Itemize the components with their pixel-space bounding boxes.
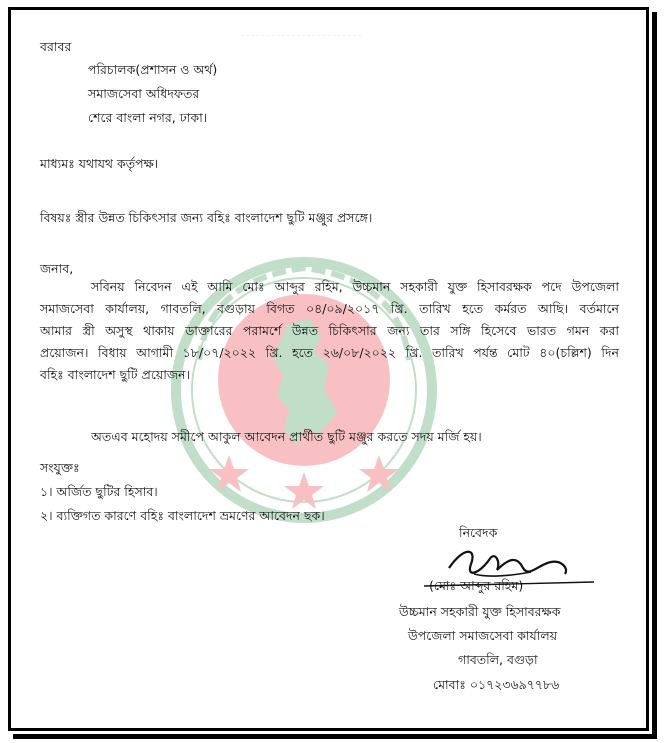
body-line-4: প্রয়োজন। বিধায় আগামী ১৮/০৭/২০২২ খ্রি. হতে ২৬/০৮/২০২২ খ্রি. তারিখ পর্যন্ত মোট ৪০(চল্লিশ) দিন bbox=[40, 345, 619, 360]
signature-label: নিবেদক bbox=[459, 525, 498, 540]
signer-location: গাবতলি, বগুড়া bbox=[458, 652, 538, 667]
body-line-2: সমাজসেবা কার্যালয়, গাবতলি, বগুড়ায় বিগত ০৪/০৯/২০১৭ খ্রি. তারিখ হতে কর্মরত আছি। বর্তমানে bbox=[40, 301, 619, 316]
attachment-item: ২। ব্যক্তিগত কারণে বহিঃ বাংলাদেশ ভ্রমণের আবেদন ছক। bbox=[40, 508, 325, 523]
signer-office: উপজেলা সমাজসেবা কার্যালয় bbox=[408, 628, 558, 643]
page-shadow-bottom bbox=[13, 734, 657, 739]
attachment-item: ১। অর্জিত ছুটির হিসাব। bbox=[40, 484, 158, 499]
recipient-department: সমাজসেবা অধিদফতর bbox=[88, 86, 200, 101]
letter-page bbox=[8, 7, 649, 731]
body-line-5: বহিঃ বাংলাদেশ ছুটি প্রয়োজন। bbox=[40, 367, 190, 382]
signer-title: উচ্চমান সহকারী যুক্ত হিসাবরক্ষক bbox=[399, 604, 561, 619]
recipient-designation: পরিচালক(প্রশাসন ও অর্থ) bbox=[88, 62, 218, 77]
signer-name: (মোঃ আব্দুর রহিম) bbox=[429, 578, 524, 593]
signer-mobile: মোবাঃ ০১৭২৩৬৯৭৭৮৬ bbox=[433, 677, 560, 692]
body-line-1: সবিনয় নিবেদন এই আমি মোঃ আব্দুর রহিম, উচ্চমান সহকারী যুক্ত হিসাবরক্ষক পদে উপজেলা bbox=[91, 279, 619, 294]
via-line: মাধ্যমঃ যথাযথ কর্তৃপক্ষ। bbox=[40, 156, 159, 171]
subject-line: বিষয়ঃ স্ত্রীর উন্নত চিকিৎসার জন্য বহিঃ বাংলাদেশ ছুটি মঞ্জুর প্রসঙ্গে। bbox=[40, 210, 373, 225]
recipient-address: শেরে বাংলা নগর, ঢাকা। bbox=[88, 110, 208, 125]
bleed-through-marks bbox=[241, 35, 361, 146]
salutation: বরাবর bbox=[40, 39, 72, 54]
attachments-heading: সংযুক্তঃ bbox=[40, 460, 80, 475]
page-shadow-right bbox=[652, 12, 657, 736]
greeting: জনাব, bbox=[40, 261, 74, 276]
closing-request: অতএব মহোদয় সমীপে আকুল আবেদন প্রার্থীত ছুটি মঞ্জুর করতে সদয় মর্জি হয়। bbox=[91, 429, 482, 444]
body-line-3: আমার স্ত্রী অসুস্থ থাকায় ডাক্তারের পরামর্শে উন্নত চিকিৎসার জন্য তার সঙ্গি হিসেবে ভারত গমন করা bbox=[40, 323, 619, 338]
